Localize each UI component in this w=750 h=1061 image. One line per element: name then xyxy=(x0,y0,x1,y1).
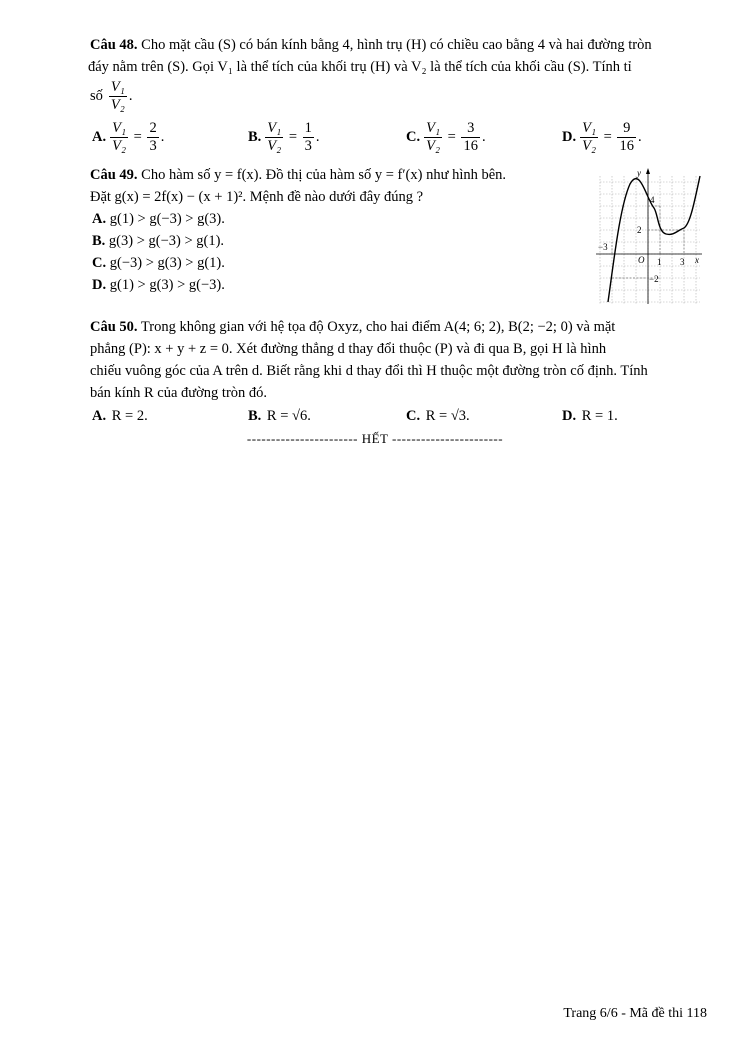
q48-label: Câu 48. xyxy=(90,37,138,53)
q48-line-1 xyxy=(90,34,708,56)
q48-option-c-rhs xyxy=(461,120,480,155)
graph-y-label: y xyxy=(637,168,641,178)
q48-option-a-letter: A. xyxy=(92,129,107,145)
question-50 xyxy=(90,316,708,428)
q49-option-c[interactable] xyxy=(90,252,590,274)
q49-text-2: Đặt g(x) = 2f(x) − (x + 1)². Mệnh đề nào dưới đây đúng ? xyxy=(90,189,424,205)
q48-option-d-letter: D. xyxy=(562,129,577,145)
q48-option-d-rhs xyxy=(617,120,636,155)
q48-text-1: Cho mặt cầu (S) có bán kính bằng 4, hình trụ (H) có chiều cao bằng 4 và hai đường tròn xyxy=(141,37,652,53)
q48-option-a-lhs-num: V₁ xyxy=(112,119,127,136)
q48-line-3: số $\frac{\text{V₁}}{\text{V₂}}$ . xyxy=(90,78,133,113)
q48-option-b[interactable]: B. $\frac{\text{V₁}}{\text{V₂}}$ = $\frac{1}{3}$ . xyxy=(248,119,320,154)
q49-option-d-text: g(1) > g(3) > g(−3). xyxy=(109,277,225,293)
graph-x-label: x xyxy=(695,255,699,265)
graph-label-3: 3 xyxy=(680,257,685,267)
q48-option-c-lhs xyxy=(424,120,442,155)
q50-text-1: Trong không gian với hệ tọa độ Oxyz, cho hai điểm A(4; 6; 2), B(2; −2; 0) và mặt xyxy=(140,319,616,335)
q50-text-3: chiếu vuông góc của A trên d. Biết rằng khi d thay đổi thì H thuộc một đường tròn cố định. Tính xyxy=(90,363,648,379)
question-49 xyxy=(90,164,590,296)
q50-text-4: bán kính R của đường tròn đó. xyxy=(90,385,268,401)
q48-option-d-den: 16 xyxy=(619,137,634,154)
q48-option-c[interactable]: C. $\frac{\text{V₁}}{\text{V₂}}$ = $\frac{3}{16}$ . xyxy=(406,119,486,154)
q48-text-3: số xyxy=(90,88,103,104)
graph-label-minus-3: −3 xyxy=(598,242,608,252)
q48-option-b-num: 1 xyxy=(304,119,312,136)
q50-option-d-letter: D. xyxy=(562,408,577,424)
y-axis-arrow-icon xyxy=(646,168,650,174)
q48-option-b-lhs-num: V₁ xyxy=(267,119,282,136)
q48-option-b-lhs xyxy=(265,120,283,155)
q48-option-c-lhs-den: V₂ xyxy=(426,137,441,154)
derivative-graph xyxy=(592,168,705,306)
q50-option-a[interactable] xyxy=(92,404,148,428)
q48-ratio-den: V₂ xyxy=(110,96,125,113)
q48-option-a-den: 3 xyxy=(149,137,157,154)
q50-line-1 xyxy=(90,316,708,338)
q48-option-a-rhs xyxy=(147,120,158,155)
q48-option-b-letter: B. xyxy=(248,129,262,145)
q50-option-b-letter: B. xyxy=(248,408,262,424)
graph-label-1: 1 xyxy=(657,257,662,267)
q48-option-d-lhs xyxy=(580,120,598,155)
q49-option-a-letter: A. xyxy=(92,211,107,227)
q48-option-a-num: 2 xyxy=(149,119,157,136)
q48-text-2: đáy nằm trên (S). Gọi V₁ là thể tích của khối trụ (H) và V₂ là thể tích của khối cầu (S). Tính tỉ xyxy=(88,59,632,75)
q48-option-d-lhs-den: V₂ xyxy=(582,137,597,154)
q48-option-b-lhs-den: V₂ xyxy=(267,137,282,154)
q50-option-d[interactable] xyxy=(562,404,618,428)
q50-options xyxy=(90,404,708,428)
q48-option-b-rhs xyxy=(303,120,314,155)
q48-option-a-lhs-den: V₂ xyxy=(112,137,127,154)
q49-option-a-text: g(1) > g(−3) > g(3). xyxy=(109,211,225,227)
q50-option-d-text: R = 1. xyxy=(581,408,618,424)
graph-label-minus-2: −2 xyxy=(649,274,659,284)
graph-label-2: 2 xyxy=(637,225,642,235)
q50-option-b-text: R = √6. xyxy=(266,408,311,424)
graph-origin-label: O xyxy=(638,255,645,265)
q49-option-b[interactable] xyxy=(90,230,590,252)
question-48 xyxy=(90,34,708,160)
q49-line-1 xyxy=(90,164,590,186)
q49-option-b-letter: B. xyxy=(92,233,106,249)
end-marker: ----------------------- HẾT ----------------------- xyxy=(246,431,504,446)
q48-options xyxy=(90,114,708,160)
q48-option-c-letter: C. xyxy=(406,129,421,145)
q50-option-c-text: R = √3. xyxy=(425,408,470,424)
q50-option-a-text: R = 2. xyxy=(111,408,148,424)
q50-option-c-letter: C. xyxy=(406,408,421,424)
q48-option-d-lhs-num: V₁ xyxy=(582,119,597,136)
q49-option-d-letter: D. xyxy=(92,277,107,293)
q48-option-c-den: 16 xyxy=(463,137,478,154)
q49-text-1: Cho hàm số y = f(x). Đồ thị của hàm số y = f′(x) như hình bên. xyxy=(141,167,507,183)
q48-option-a[interactable]: A. $\frac{\text{V₁}}{\text{V₂}}$ = $\frac{2}{3}$ . xyxy=(92,119,165,154)
q50-text-2: phẳng (P): x + y + z = 0. Xét đường thẳng d thay đổi thuộc (P) và đi qua B, gọi H là hình xyxy=(90,341,607,357)
q48-option-d[interactable]: D. $\frac{\text{V₁}}{\text{V₂}}$ = $\frac{9}{16}$ . xyxy=(562,119,642,154)
q50-label: Câu 50. xyxy=(90,319,138,335)
q49-options xyxy=(90,208,590,296)
q48-option-c-num: 3 xyxy=(461,120,480,138)
q48-ratio-fraction xyxy=(109,79,127,114)
q50-option-c[interactable] xyxy=(406,404,470,428)
q49-option-c-letter: C. xyxy=(92,255,107,271)
page-footer: Trang 6/6 - Mã đề thi 118 xyxy=(563,1006,707,1021)
q49-option-c-text: g(−3) > g(3) > g(1). xyxy=(109,255,225,271)
graph-label-4: 4 xyxy=(650,195,655,205)
q48-option-a-lhs xyxy=(110,120,128,155)
q48-option-c-lhs-num: V₁ xyxy=(426,119,441,136)
q49-option-b-text: g(3) > g(−3) > g(1). xyxy=(108,233,225,249)
q48-ratio-num: V₁ xyxy=(110,78,125,95)
q50-option-a-letter: A. xyxy=(92,408,107,424)
q49-option-a[interactable] xyxy=(90,208,590,230)
q48-option-b-den: 3 xyxy=(304,137,312,154)
q49-label: Câu 49. xyxy=(90,167,138,183)
q50-option-b[interactable] xyxy=(248,404,311,428)
q48-option-d-num: 9 xyxy=(617,120,636,138)
q49-option-d[interactable] xyxy=(90,274,590,296)
